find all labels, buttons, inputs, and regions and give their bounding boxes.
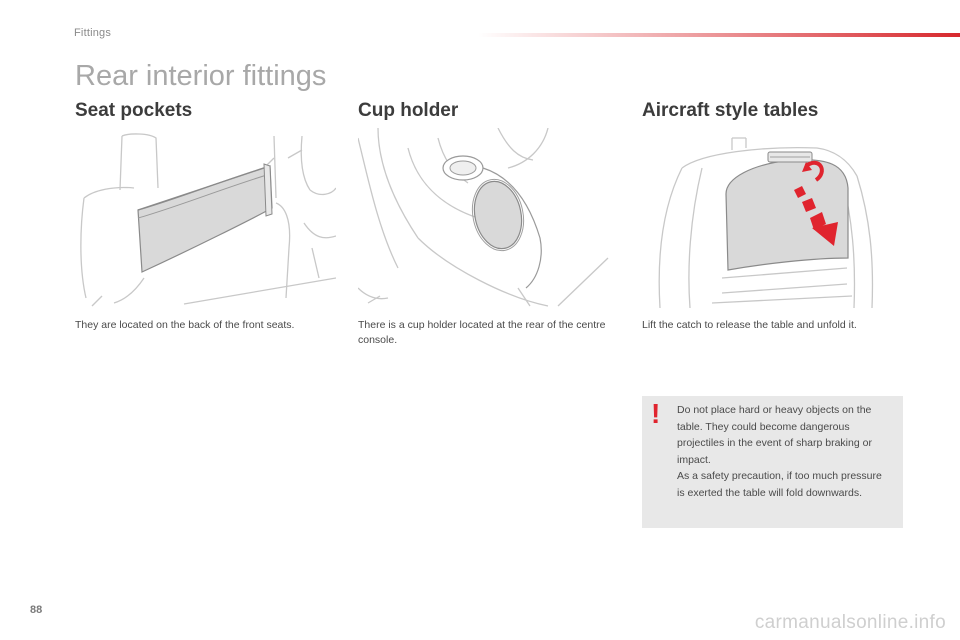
- cup-holder-title: Cup holder: [358, 100, 459, 121]
- cup-holder-caption: There is a cup holder located at the rear of the centre console.: [358, 319, 606, 346]
- seat-pockets-title: Seat pockets: [75, 100, 193, 121]
- header-accent-bar: [478, 33, 960, 37]
- page-title: Rear interior fittings: [75, 60, 327, 92]
- warning-box: [642, 396, 903, 528]
- section-label: Fittings: [74, 27, 112, 39]
- warning-paragraph-2: As a safety precaution, if too much pressure is exerted the table will fold downwards.: [677, 470, 882, 499]
- exclamation-icon: !: [651, 398, 661, 429]
- aircraft-tables-title: Aircraft style tables: [642, 100, 819, 121]
- aircraft-table-illustration: [642, 128, 904, 308]
- page-number: 88: [30, 604, 43, 616]
- seat-pockets-caption: They are located on the back of the front seats.: [75, 319, 295, 331]
- warning-text: [677, 402, 889, 501]
- cup-holder-illustration: [358, 128, 620, 308]
- warning-paragraph-1: Do not place hard or heavy objects on the table. They could become dangerous projectiles in the event of sharp braking or impact.: [677, 404, 872, 466]
- watermark: carmanualsonline.info: [754, 612, 946, 633]
- seat-pocket-illustration: [74, 128, 336, 308]
- aircraft-tables-caption: Lift the catch to release the table and unfold it.: [642, 319, 857, 331]
